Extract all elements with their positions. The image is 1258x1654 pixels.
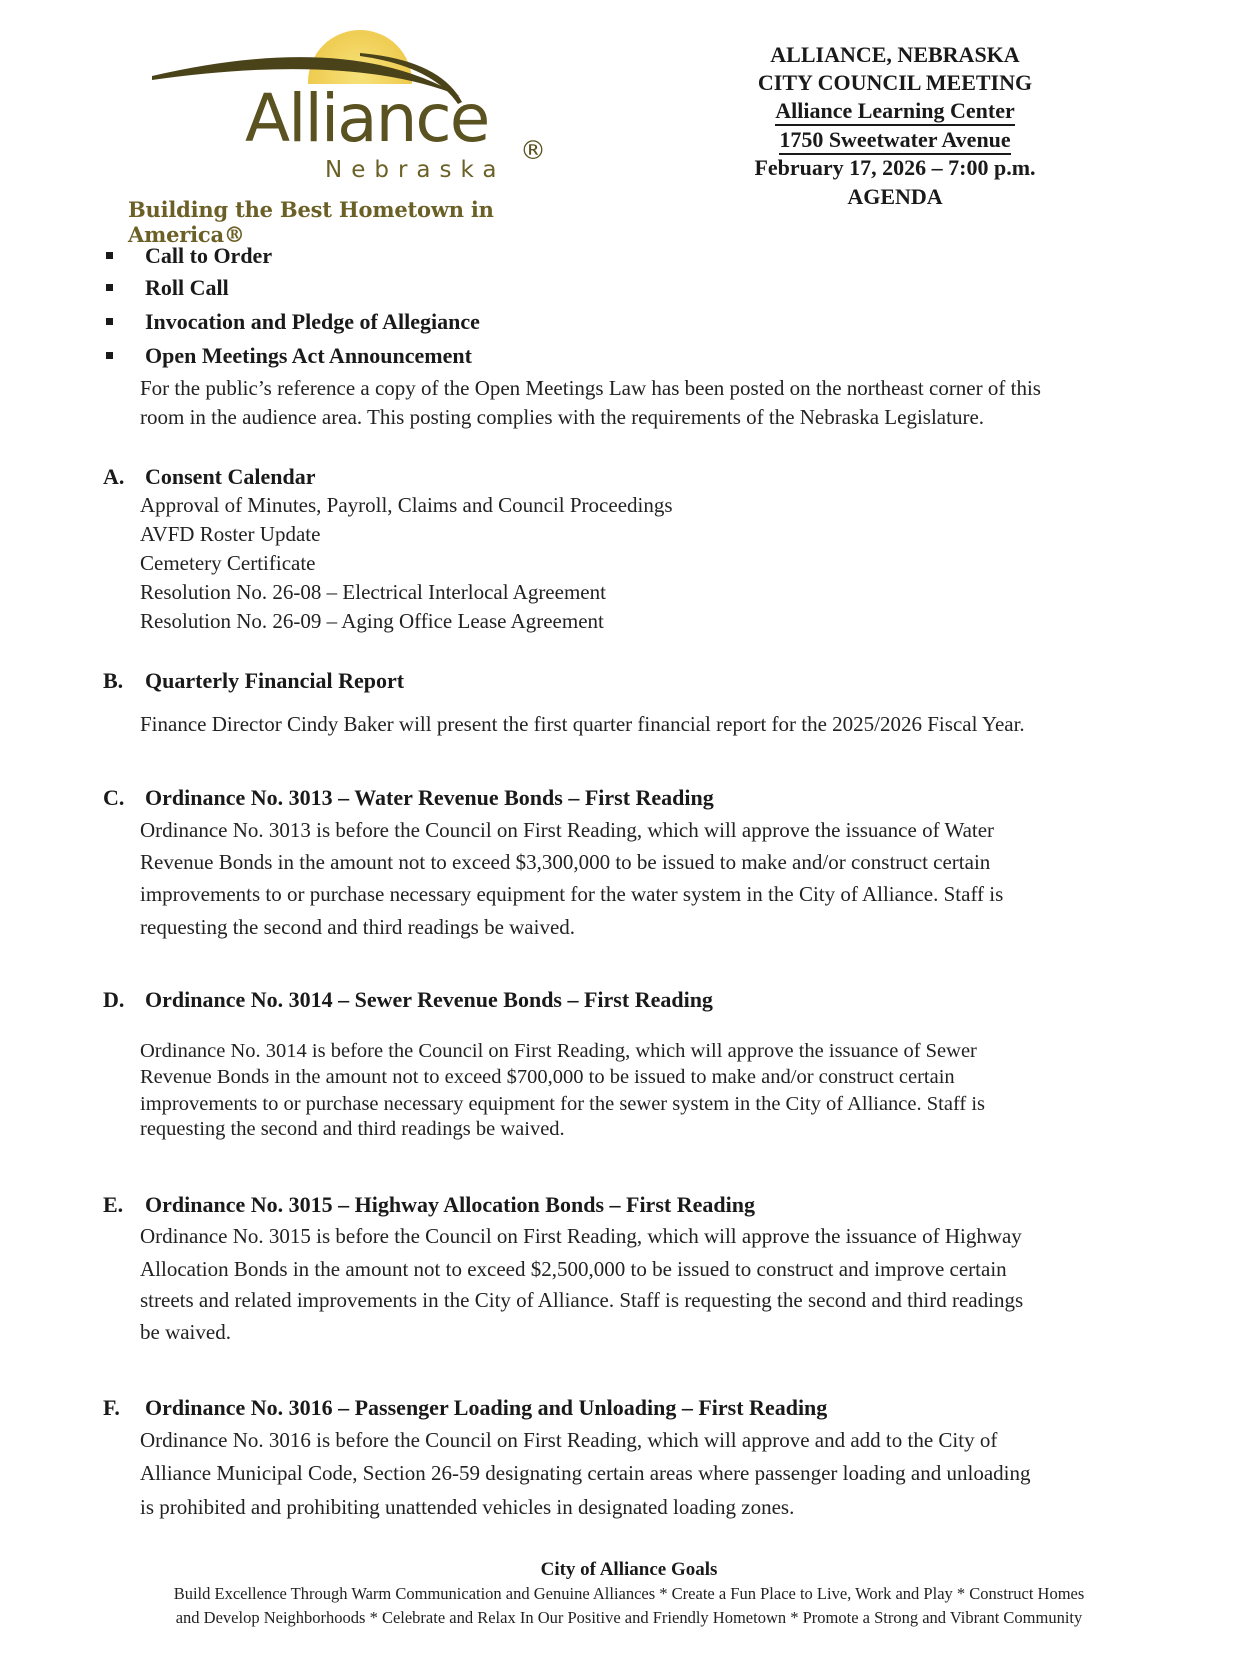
section-text: improvements to or purchase necessary equipment for the water system in the City of Alliance. Staff is	[140, 882, 1004, 906]
registered-mark: ®	[520, 136, 546, 166]
section-text: be waived.	[140, 1320, 231, 1344]
section-text: Ordinance No. 3014 is before the Council on First Reading, which will approve the issuance of Sewer	[140, 1040, 977, 1062]
consent-item: Approval of Minutes, Payroll, Claims and Council Proceedings	[140, 493, 673, 517]
square-bullet-icon	[106, 318, 113, 325]
consent-item: Resolution No. 26-08 – Electrical Interlocal Agreement	[140, 580, 606, 604]
section-text: Allocation Bonds in the amount not to exceed $2,500,000 to be issued to construct and improve certain	[140, 1257, 1007, 1281]
item-open-meetings: Open Meetings Act Announcement	[145, 343, 472, 368]
logo-tagline: Building the Best Hometown in America®	[128, 197, 494, 248]
section-text: improvements to or purchase necessary equipment for the sewer system in the City of Alliance. Staff is	[140, 1093, 986, 1115]
square-bullet-icon	[106, 284, 113, 291]
address-text: 1750 Sweetwater Avenue	[779, 127, 1010, 155]
section-title: Quarterly Financial Report	[145, 668, 405, 693]
square-bullet-icon	[106, 252, 113, 259]
section-title: Consent Calendar	[145, 464, 316, 489]
section-letter: D.	[103, 987, 125, 1012]
section-title: Ordinance No. 3015 – Highway Allocation Bonds – First Reading	[145, 1192, 755, 1217]
city-logo	[60, 20, 580, 248]
footer-goals-line: and Develop Neighborhoods * Celebrate and Relax In Our Positive and Friendly Hometown * Promote a Strong and Vibrant Community	[175, 1608, 1083, 1627]
section-letter: B.	[103, 668, 124, 693]
section-title: Ordinance No. 3016 – Passenger Loading and Unloading – First Reading	[145, 1395, 828, 1420]
footer-goals-line: Build Excellence Through Warm Communication and Genuine Alliances * Create a Fun Place to Live, Work and Play * Construct Homes	[173, 1584, 1085, 1603]
section-text: Revenue Bonds in the amount not to exceed $3,300,000 to be issued to make and/or construct certain	[140, 850, 991, 874]
square-bullet-icon	[106, 352, 113, 359]
open-meetings-note-line: For the public’s reference a copy of the Open Meetings Law has been posted on the northeast corner of this	[140, 376, 1041, 400]
header-meeting: CITY COUNCIL MEETING	[757, 70, 1033, 95]
item-invocation: Invocation and Pledge of Allegiance	[145, 309, 480, 334]
logo-subtitle: Nebraska	[325, 157, 506, 183]
section-text: Ordinance No. 3013 is before the Council on First Reading, which will approve the issuance of Water	[140, 818, 995, 842]
consent-item: Cemetery Certificate	[140, 551, 316, 575]
header-datetime: February 17, 2026 – 7:00 p.m.	[754, 155, 1036, 180]
consent-item: Resolution No. 26-09 – Aging Office Lease Agreement	[140, 609, 604, 633]
consent-item: AVFD Roster Update	[140, 522, 321, 546]
section-title: Ordinance No. 3013 – Water Revenue Bonds – First Reading	[145, 785, 714, 810]
open-meetings-note-line: room in the audience area. This posting complies with the requirements of the Nebraska Legislature.	[140, 405, 985, 429]
item-roll-call: Roll Call	[145, 275, 229, 300]
header-doc-type: AGENDA	[847, 184, 943, 209]
section-letter: C.	[103, 785, 125, 810]
section-title: Ordinance No. 3014 – Sewer Revenue Bonds – First Reading	[145, 987, 713, 1012]
section-text: is prohibited and prohibiting unattended vehicles in designated loading zones.	[140, 1495, 795, 1519]
section-text: requesting the second and third readings be waived.	[140, 1118, 565, 1140]
section-text: Ordinance No. 3016 is before the Council on First Reading, which will approve and add to the City of	[140, 1428, 998, 1452]
footer-title: City of Alliance Goals	[540, 1559, 718, 1580]
section-letter: E.	[103, 1192, 124, 1217]
logo-wordmark: Alliance	[245, 80, 489, 157]
header-address	[700, 129, 1090, 151]
section-letter: A.	[103, 464, 125, 489]
header-city: ALLIANCE, NEBRASKA	[770, 42, 1020, 67]
header-venue	[700, 100, 1090, 122]
section-text: Alliance Municipal Code, Section 26-59 designating certain areas where passenger loading and unloading	[140, 1461, 1031, 1485]
section-text: Ordinance No. 3015 is before the Council on First Reading, which will approve the issuance of Highway	[140, 1224, 1022, 1248]
section-text: Finance Director Cindy Baker will present the first quarter financial report for the 2025/2026 Fiscal Year.	[140, 712, 1025, 736]
section-text: streets and related improvements in the City of Alliance. Staff is requesting the second and third readings	[140, 1288, 1024, 1312]
section-letter: F.	[103, 1395, 120, 1420]
item-call-to-order: Call to Order	[145, 243, 273, 268]
section-text: requesting the second and third readings be waived.	[140, 915, 576, 939]
venue-text: Alliance Learning Center	[775, 98, 1015, 126]
section-text: Revenue Bonds in the amount not to exceed $700,000 to be issued to make and/or construct certain	[140, 1066, 955, 1088]
